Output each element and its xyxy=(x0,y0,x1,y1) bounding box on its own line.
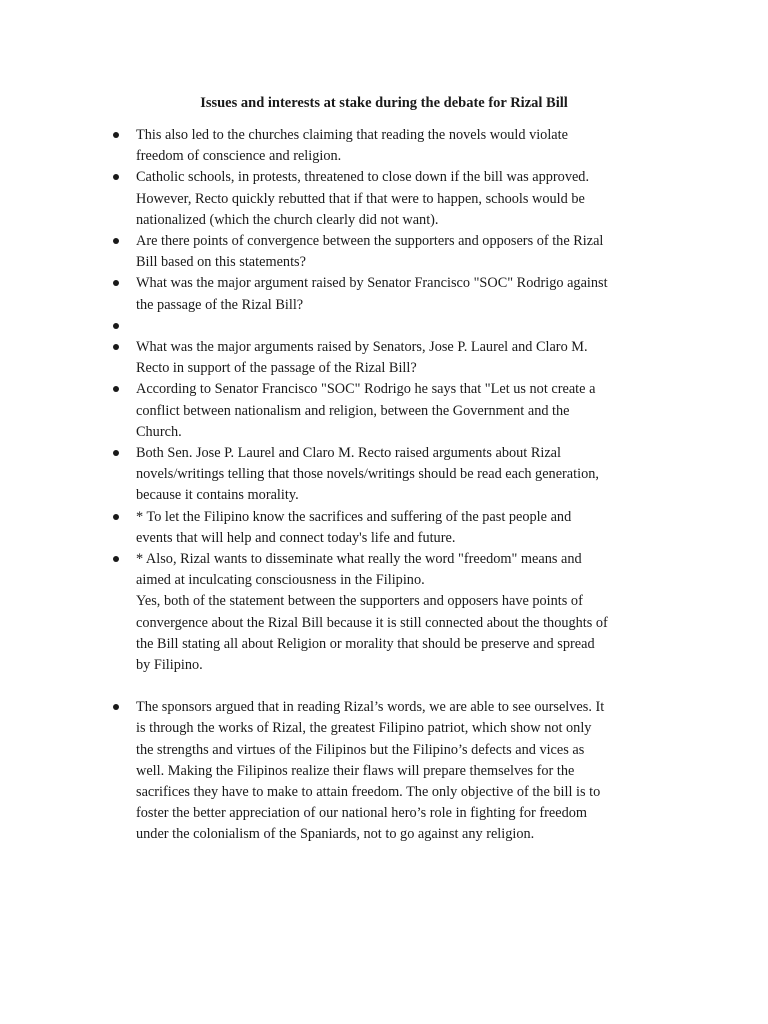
bullet-icon xyxy=(113,132,119,138)
list-item: Both Sen. Jose P. Laurel and Claro M. Recto raised arguments about Rizal novels/writings telling that those novels/writings should be read each generation, because it contains morality. xyxy=(0,443,676,507)
list-item: What was the major arguments raised by Senators, Jose P. Laurel and Claro M. Recto in support of the passage of the Rizal Bill? xyxy=(0,337,676,379)
bullet-icon xyxy=(113,704,119,710)
bullet-icon xyxy=(113,450,119,456)
continuation-paragraph: Yes, both of the statement between the supporters and opposers have points of convergence about the Rizal Bill because it is still connected about the thoughts of the Bill stating all about Religion or morality that should be preserve and spread by Filipino. xyxy=(136,593,608,674)
bullet-icon xyxy=(113,514,119,520)
bullet-icon xyxy=(113,386,119,392)
list-item: According to Senator Francisco "SOC" Rodrigo he says that "Let us not create a conflict between nationalism and religion, between the Government and the Church. xyxy=(0,379,676,443)
bullet-list xyxy=(0,125,768,846)
list-item: The sponsors argued that in reading Rizal’s words, we are able to see ourselves. It is through the works of Rizal, the greatest Filipino patriot, which show not only the strengths and virtues of the Filipinos but the Filipino’s defects and vices as well. Making the Filipinos realize their flaws will prepare themselves for the sacrifices they have to make to attain freedom. The only objective of the bill is to foster the better appreciation of our national hero’s role in fighting for freedom under the colonialism of the Spaniards, not to go against any religion. xyxy=(0,697,676,845)
document-title: Issues and interests at stake during the debate for Rizal Bill xyxy=(200,95,568,111)
list-item: Are there points of convergence between the supporters and opposers of the Rizal Bill based on this statements? xyxy=(0,231,676,273)
bullet-icon xyxy=(113,344,119,350)
bullet-icon xyxy=(113,280,119,286)
empty-list-item xyxy=(0,316,676,337)
paragraph-gap xyxy=(0,676,768,697)
bullet-icon xyxy=(113,174,119,180)
list-item: * Also, Rizal wants to disseminate what really the word "freedom" means and aimed at inculcating consciousness in the Filipino. xyxy=(0,549,676,591)
list-item: What was the major argument raised by Senator Francisco "SOC" Rodrigo against the passage of the Rizal Bill? xyxy=(0,273,676,315)
list-item: Catholic schools, in protests, threatened to close down if the bill was approved. However, Recto quickly rebutted that if that were to happen, schools would be nationalized (which the church clearly did not want). xyxy=(0,167,676,231)
bullet-icon xyxy=(113,238,119,244)
list-item: * To let the Filipino know the sacrifices and suffering of the past people and events that will help and connect today's life and future. xyxy=(0,507,676,549)
bullet-icon xyxy=(113,323,119,329)
list-item: This also led to the churches claiming that reading the novels would violate freedom of conscience and religion. xyxy=(0,125,676,167)
bullet-icon xyxy=(113,556,119,562)
